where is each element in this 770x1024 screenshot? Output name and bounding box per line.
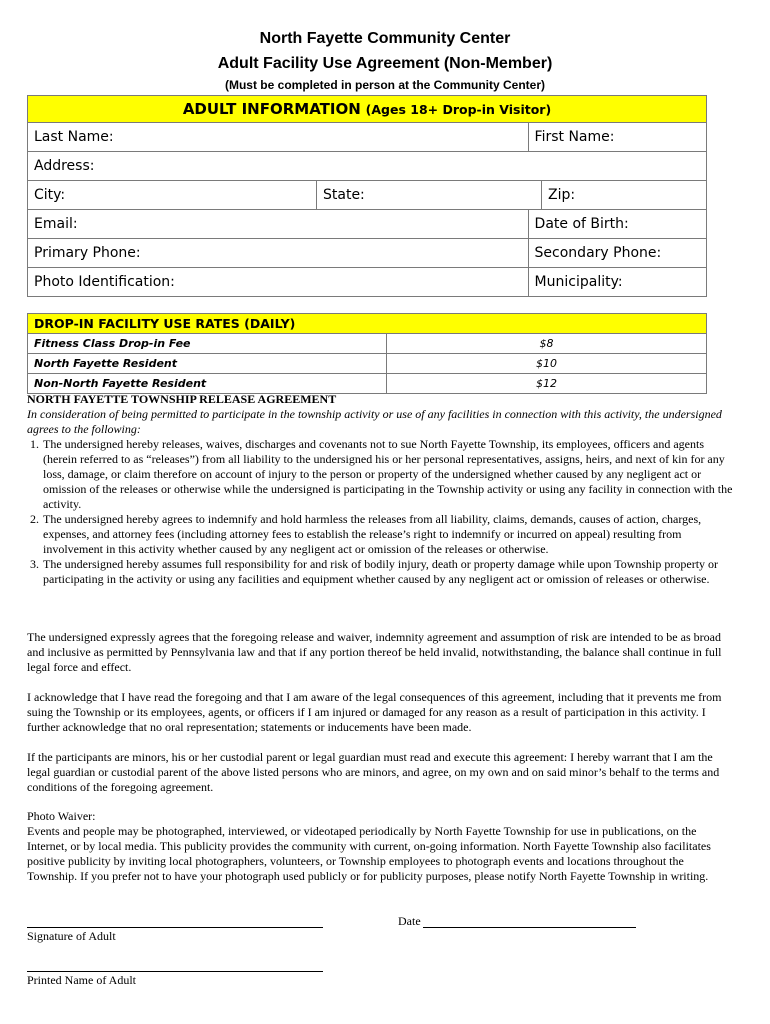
acknowledgement-paragraph: I acknowledge that I have read the foregoing and that I am aware of the legal consequences of this agreement, including that it prevents me from suing the Township or its employees, agents, or officers if I am injured or damaged for any reason as a result of participation in this activity. I further acknowledge that no oral representation; statements or inducements have been made. [27, 690, 722, 734]
release-item: 2. The undersigned hereby agrees to indemnify and hold harmless the releases from all liability, claims, demands, causes of action, charges, expenses, and attorney fees (including attorney fees to establish the release’s right to indemnify or incurred on appeal) resulting from involvement in this activity whether caused by any negligent act or omission of the releases or otherwise. [42, 512, 733, 557]
form-title: Adult Facility Use Agreement (Non-Member) [217, 55, 553, 72]
release-item: 1. The undersigned hereby releases, waives, discharges and covenants not to sue North Fayette Township, its employees, officers and agents (herein referred to as “releases”) from all liability to the undersigned his or her personal representatives, assigns, heirs, and next of kin for any loss, damage, or claim therefore on account of injury to the person or property of the undersigned whether caused by any negligent act or omission of the releases or otherwise while the undersigned is participating in the Township activity or using any facility in connection with the activity. [42, 437, 733, 512]
signature-label: Signature of Adult [27, 929, 116, 943]
printed-name-line[interactable] [27, 971, 323, 972]
adult-information-header [28, 96, 707, 123]
broad-release-paragraph: The undersigned expressly agrees that the foregoing release and waiver, indemnity agreement and assumption of risk are intended to be as broad and inclusive as permitted by Pennsylvania law and that if any portion thereof be held invalid, notwithstanding, the balance shall continue in full legal force and effect. [27, 630, 722, 674]
rate-label: North Fayette Resident [28, 354, 387, 374]
minors-paragraph: If the participants are minors, his or her custodial parent or legal guardian must read and execute this agreement: I hereby warrant that I am the legal guardian or custodial parent of the above listed persons who are minors, and agree, on my own and on said minor’s behalf to the terms and conditions of the foregoing agreement. [27, 750, 720, 794]
zip-field[interactable]: Zip: [548, 187, 576, 203]
first-name-field[interactable]: First Name: [528, 123, 706, 152]
rate-label: Fitness Class Drop-in Fee [28, 334, 387, 354]
drop-in-rates-title: DROP-IN FACILITY USE RATES (DAILY) [28, 314, 707, 334]
date-of-birth-field[interactable]: Date of Birth: [528, 210, 706, 239]
release-agreement-intro: In consideration of being permitted to participate in the township activity or use of any facilities in connection with this activity, the undersigned agrees to the following: [27, 407, 722, 436]
photo-waiver-title: Photo Waiver: [27, 809, 96, 823]
secondary-phone-field[interactable]: Secondary Phone: [528, 239, 706, 268]
primary-phone-field[interactable]: Primary Phone: [28, 239, 529, 268]
rate-value: $12 [387, 374, 707, 394]
photo-waiver-section [27, 809, 733, 884]
photo-waiver-text: Events and people may be photographed, interviewed, or videotaped periodically by North Fayette Township for use in publications, on the Internet, or by local media. This publicity provides the community with current, on-going information. North Fayette Township also facilitates positive publicity by inviting local photographers, volunteers, or Township employees to photograph events and locations throughout the Township. If you prefer not to have your photograph used publicly or for publicity purposes, please notify North Fayette Township in writing. [27, 824, 711, 883]
municipality-field[interactable]: Municipality: [528, 268, 706, 297]
printed-name-label: Printed Name of Adult [27, 973, 136, 987]
rate-value: $10 [387, 354, 707, 374]
city-state-zip-row [28, 181, 707, 210]
email-field[interactable]: Email: [28, 210, 529, 239]
photo-identification-field[interactable]: Photo Identification: [28, 268, 529, 297]
state-field[interactable]: State: [317, 181, 542, 209]
release-agreement-section [27, 392, 733, 587]
release-agreement-items [27, 437, 733, 587]
adult-information-title: ADULT INFORMATION [182, 100, 361, 118]
release-item: 3. The undersigned hereby assumes full responsibility for and risk of bodily injury, death or property damage while upon Township property or participating in the activity or using any facilities and equipment whether caused by any negligent act or omission of releases or otherwise. [42, 557, 733, 587]
last-name-field[interactable]: Last Name: [28, 123, 529, 152]
signature-line[interactable] [27, 927, 323, 928]
rate-row [28, 334, 707, 354]
rate-row [28, 354, 707, 374]
rate-row [28, 374, 707, 394]
organization-name: North Fayette Community Center [259, 30, 511, 47]
date-label: Date [398, 914, 421, 928]
adult-information-table [27, 95, 707, 297]
rate-value: $8 [387, 334, 707, 354]
drop-in-rates-table [27, 313, 707, 394]
adult-information-subtitle: (Ages 18+ Drop-in Visitor) [365, 102, 552, 117]
date-line[interactable] [423, 927, 636, 928]
city-field[interactable]: City: [28, 181, 317, 209]
rate-label: Non-North Fayette Resident [28, 374, 387, 394]
release-agreement-title: NORTH FAYETTE TOWNSHIP RELEASE AGREEMENT [27, 392, 337, 406]
address-field[interactable]: Address: [28, 152, 707, 181]
form-note: (Must be completed in person at the Community Center) [224, 78, 546, 92]
